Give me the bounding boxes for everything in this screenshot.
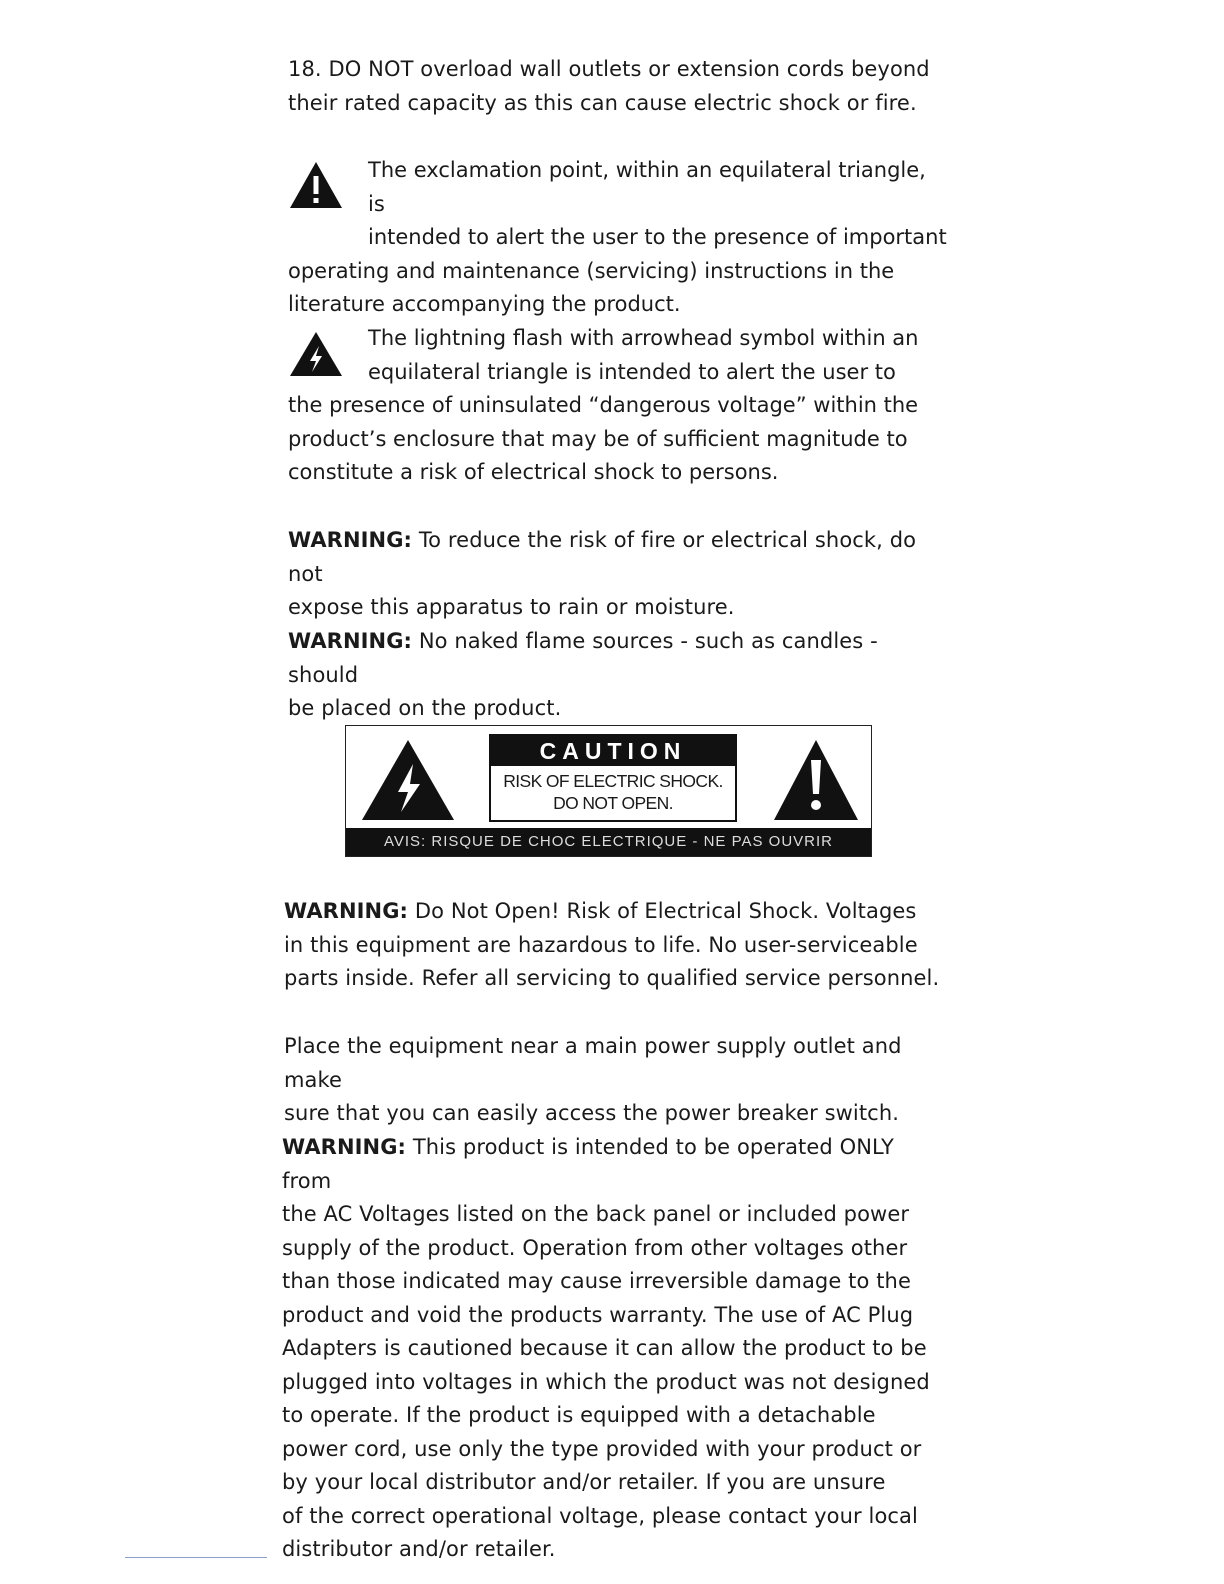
warning-rain-paragraph bbox=[288, 524, 948, 625]
text-line: in this equipment are hazardous to life. No user-serviceable bbox=[284, 932, 918, 957]
text-line: This product is intended to be operated ONLY from bbox=[282, 1135, 894, 1193]
warning-ac-paragraph bbox=[282, 1131, 942, 1567]
caution-footer: AVIS: RISQUE DE CHOC ELECTRIQUE - NE PAS OUVRIR bbox=[346, 828, 871, 856]
caution-label bbox=[345, 725, 872, 857]
text-line: operating and maintenance (servicing) instructions in the bbox=[288, 258, 895, 283]
text-line: Adapters is cautioned because it can allow the product to be bbox=[282, 1336, 927, 1360]
text-line: No naked flame sources - such as candles - should bbox=[288, 629, 878, 687]
lightning-symbol-paragraph bbox=[288, 322, 948, 490]
text-line: The lightning flash with arrowhead symbol within an bbox=[368, 326, 919, 350]
warning-label: WARNING: bbox=[288, 629, 413, 653]
text-line: be placed on the product. bbox=[288, 696, 562, 720]
caution-center-panel bbox=[489, 734, 737, 822]
text-line: product’s enclosure that may be of sufficient magnitude to bbox=[288, 426, 908, 451]
caution-title: CAUTION bbox=[491, 736, 735, 766]
warning-label: WARNING: bbox=[288, 528, 413, 552]
footnote-rule bbox=[125, 1557, 267, 1558]
text-line: The exclamation point, within an equilateral triangle, is bbox=[368, 158, 926, 216]
text-line: To reduce the risk of fire or electrical shock, do not bbox=[288, 528, 917, 586]
warning-flame-paragraph bbox=[288, 625, 948, 726]
exclamation-symbol-paragraph bbox=[288, 154, 948, 322]
text-line: constitute a risk of electrical shock to persons. bbox=[288, 460, 779, 484]
text-line: supply of the product. Operation from other voltages other bbox=[282, 1235, 908, 1260]
text-line: product and void the products warranty. The use of AC Plug bbox=[282, 1302, 914, 1327]
text-line: sure that you can easily access the power breaker switch. bbox=[284, 1101, 900, 1125]
exclamation-triangle-icon bbox=[288, 160, 344, 221]
warning-label: WARNING: bbox=[282, 1135, 407, 1159]
lightning-triangle-icon bbox=[288, 328, 344, 389]
text-line: than those indicated may cause irreversible damage to the bbox=[282, 1269, 911, 1293]
text-line: the presence of uninsulated “dangerous voltage” within the bbox=[288, 393, 919, 417]
text-line: literature accompanying the product. bbox=[288, 292, 681, 316]
caution-line-1: RISK OF ELECTRIC SHOCK. bbox=[503, 771, 723, 791]
warning-label: WARNING: bbox=[284, 899, 409, 923]
text-line: by your local distributor and/or retailer. If you are unsure bbox=[282, 1470, 886, 1494]
text-line: Do Not Open! Risk of Electrical Shock. Voltages bbox=[408, 899, 917, 923]
text-line: intended to alert the user to the presence of important bbox=[368, 225, 947, 249]
text-line: their rated capacity as this can cause electric shock or fire. bbox=[288, 90, 917, 115]
text-line: plugged into voltages in which the product was not designed bbox=[282, 1369, 930, 1394]
item-18-paragraph bbox=[288, 53, 948, 120]
text-line: Place the equipment near a main power supply outlet and make bbox=[284, 1034, 902, 1092]
caution-line-2: DO NOT OPEN. bbox=[553, 793, 673, 813]
text-line: 18. DO NOT overload wall outlets or extension cords beyond bbox=[288, 57, 930, 81]
text-line: of the correct operational voltage, please contact your local bbox=[282, 1503, 918, 1528]
text-line: distributor and/or retailer. bbox=[282, 1537, 556, 1561]
lightning-triangle-icon bbox=[360, 738, 456, 826]
text-line: parts inside. Refer all servicing to qualified service personnel. bbox=[284, 966, 940, 990]
exclamation-triangle-icon bbox=[772, 738, 860, 826]
text-line: equilateral triangle is intended to alert the user to bbox=[368, 359, 896, 384]
text-line: expose this apparatus to rain or moisture. bbox=[288, 595, 735, 619]
text-line: the AC Voltages listed on the back panel or included power bbox=[282, 1202, 910, 1226]
warning-open-paragraph bbox=[284, 895, 944, 996]
text-line: power cord, use only the type provided with your product or bbox=[282, 1436, 922, 1461]
placement-paragraph bbox=[284, 1030, 944, 1131]
text-line: to operate. If the product is equipped with a detachable bbox=[282, 1403, 876, 1427]
